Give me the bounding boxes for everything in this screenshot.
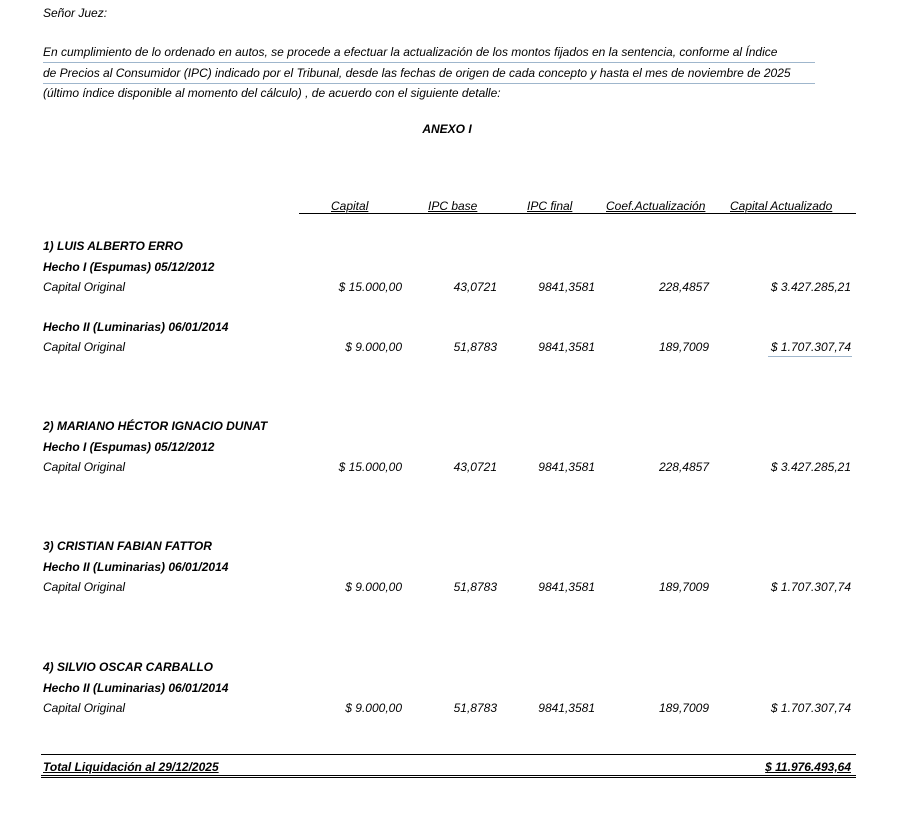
annex-title: ANEXO I [422, 122, 472, 136]
cell-coef: 228,4857 [658, 280, 709, 294]
cell-ipc-base: 43,0721 [453, 460, 497, 474]
cell-ipc-base: 51,8783 [453, 701, 497, 715]
fact-title: Hecho I (Espumas) 05/12/2012 [43, 440, 215, 454]
cell-ipc-final: 9841,3581 [538, 580, 595, 594]
group-dunat [0, 419, 918, 479]
total-value: $ 11.976.493,64 [765, 760, 851, 774]
row-label: Capital Original [43, 340, 126, 354]
cell-ipc-base: 43,0721 [453, 280, 497, 294]
person-name: 2) MARIANO HÉCTOR IGNACIO DUNAT [43, 419, 268, 433]
intro-divider-2 [43, 83, 815, 84]
group-fattor [0, 539, 918, 599]
fact-title: Hecho II (Luminarias) 06/01/2014 [43, 320, 229, 334]
cell-actualizado: $ 3.427.285,21 [770, 460, 851, 474]
cell-ipc-final: 9841,3581 [538, 460, 595, 474]
cell-actualizado: $ 1.707.307,74 [770, 340, 851, 354]
cell-actualizado: $ 1.707.307,74 [770, 580, 851, 594]
row-label: Capital Original [43, 701, 126, 715]
cell-capital: $ 9.000,00 [345, 580, 402, 594]
salutation: Señor Juez: [43, 6, 108, 20]
cell-coef: 189,7009 [658, 701, 709, 715]
group-erro [0, 239, 918, 359]
cell-coef: 189,7009 [658, 340, 709, 354]
cell-actualizado: $ 1.707.307,74 [770, 701, 851, 715]
intro-divider-1 [43, 62, 815, 63]
cell-coef: 189,7009 [658, 580, 709, 594]
cell-ipc-base: 51,8783 [453, 580, 497, 594]
row-label: Capital Original [43, 460, 126, 474]
person-name: 3) CRISTIAN FABIAN FATTOR [43, 539, 212, 553]
cell-actualizado: $ 3.427.285,21 [770, 280, 851, 294]
cell-capital: $ 9.000,00 [345, 701, 402, 715]
fact-title: Hecho II (Luminarias) 06/01/2014 [43, 560, 229, 574]
col-ipc-final: IPC final [527, 199, 573, 213]
cell-ipc-final: 9841,3581 [538, 701, 595, 715]
cell-ipc-final: 9841,3581 [538, 340, 595, 354]
cell-coef: 228,4857 [658, 460, 709, 474]
row-label: Capital Original [43, 580, 126, 594]
group-carballo [0, 660, 918, 720]
person-name: 1) LUIS ALBERTO ERRO [43, 239, 183, 253]
cell-capital: $ 15.000,00 [338, 460, 402, 474]
fact-title: Hecho II (Luminarias) 06/01/2014 [43, 681, 229, 695]
total-bottom-rule-2 [41, 777, 856, 778]
fact-title: Hecho I (Espumas) 05/12/2012 [43, 260, 215, 274]
col-coef: Coef.Actualización [606, 199, 706, 213]
row-label: Capital Original [43, 280, 126, 294]
total-bottom-rule-1 [41, 775, 856, 776]
header-rule [299, 213, 856, 214]
intro-line-1: En cumplimiento de lo ordenado en autos, se procede a efectuar la actualización de los montos fijados en la sentencia, conforme al Índice [43, 45, 778, 59]
col-capital-actualizado: Capital Actualizado [730, 199, 833, 213]
total-label: Total Liquidación al 29/12/2025 [43, 760, 219, 774]
intro-line-3: (último índice disponible al momento del cálculo) , de acuerdo con el siguiente detalle: [43, 86, 501, 100]
intro-line-2: de Precios al Consumidor (IPC) indicado por el Tribunal, desde las fechas de origen de cada concepto y hasta el mes de noviembre de 2025 [43, 66, 791, 80]
total-top-rule [41, 754, 856, 755]
cell-ipc-base: 51,8783 [453, 340, 497, 354]
cell-capital: $ 9.000,00 [345, 340, 402, 354]
subtotal-underline [768, 356, 852, 357]
col-ipc-base: IPC base [428, 199, 478, 213]
cell-capital: $ 15.000,00 [338, 280, 402, 294]
cell-ipc-final: 9841,3581 [538, 280, 595, 294]
person-name: 4) SILVIO OSCAR CARBALLO [43, 660, 214, 674]
col-capital: Capital [331, 199, 369, 213]
